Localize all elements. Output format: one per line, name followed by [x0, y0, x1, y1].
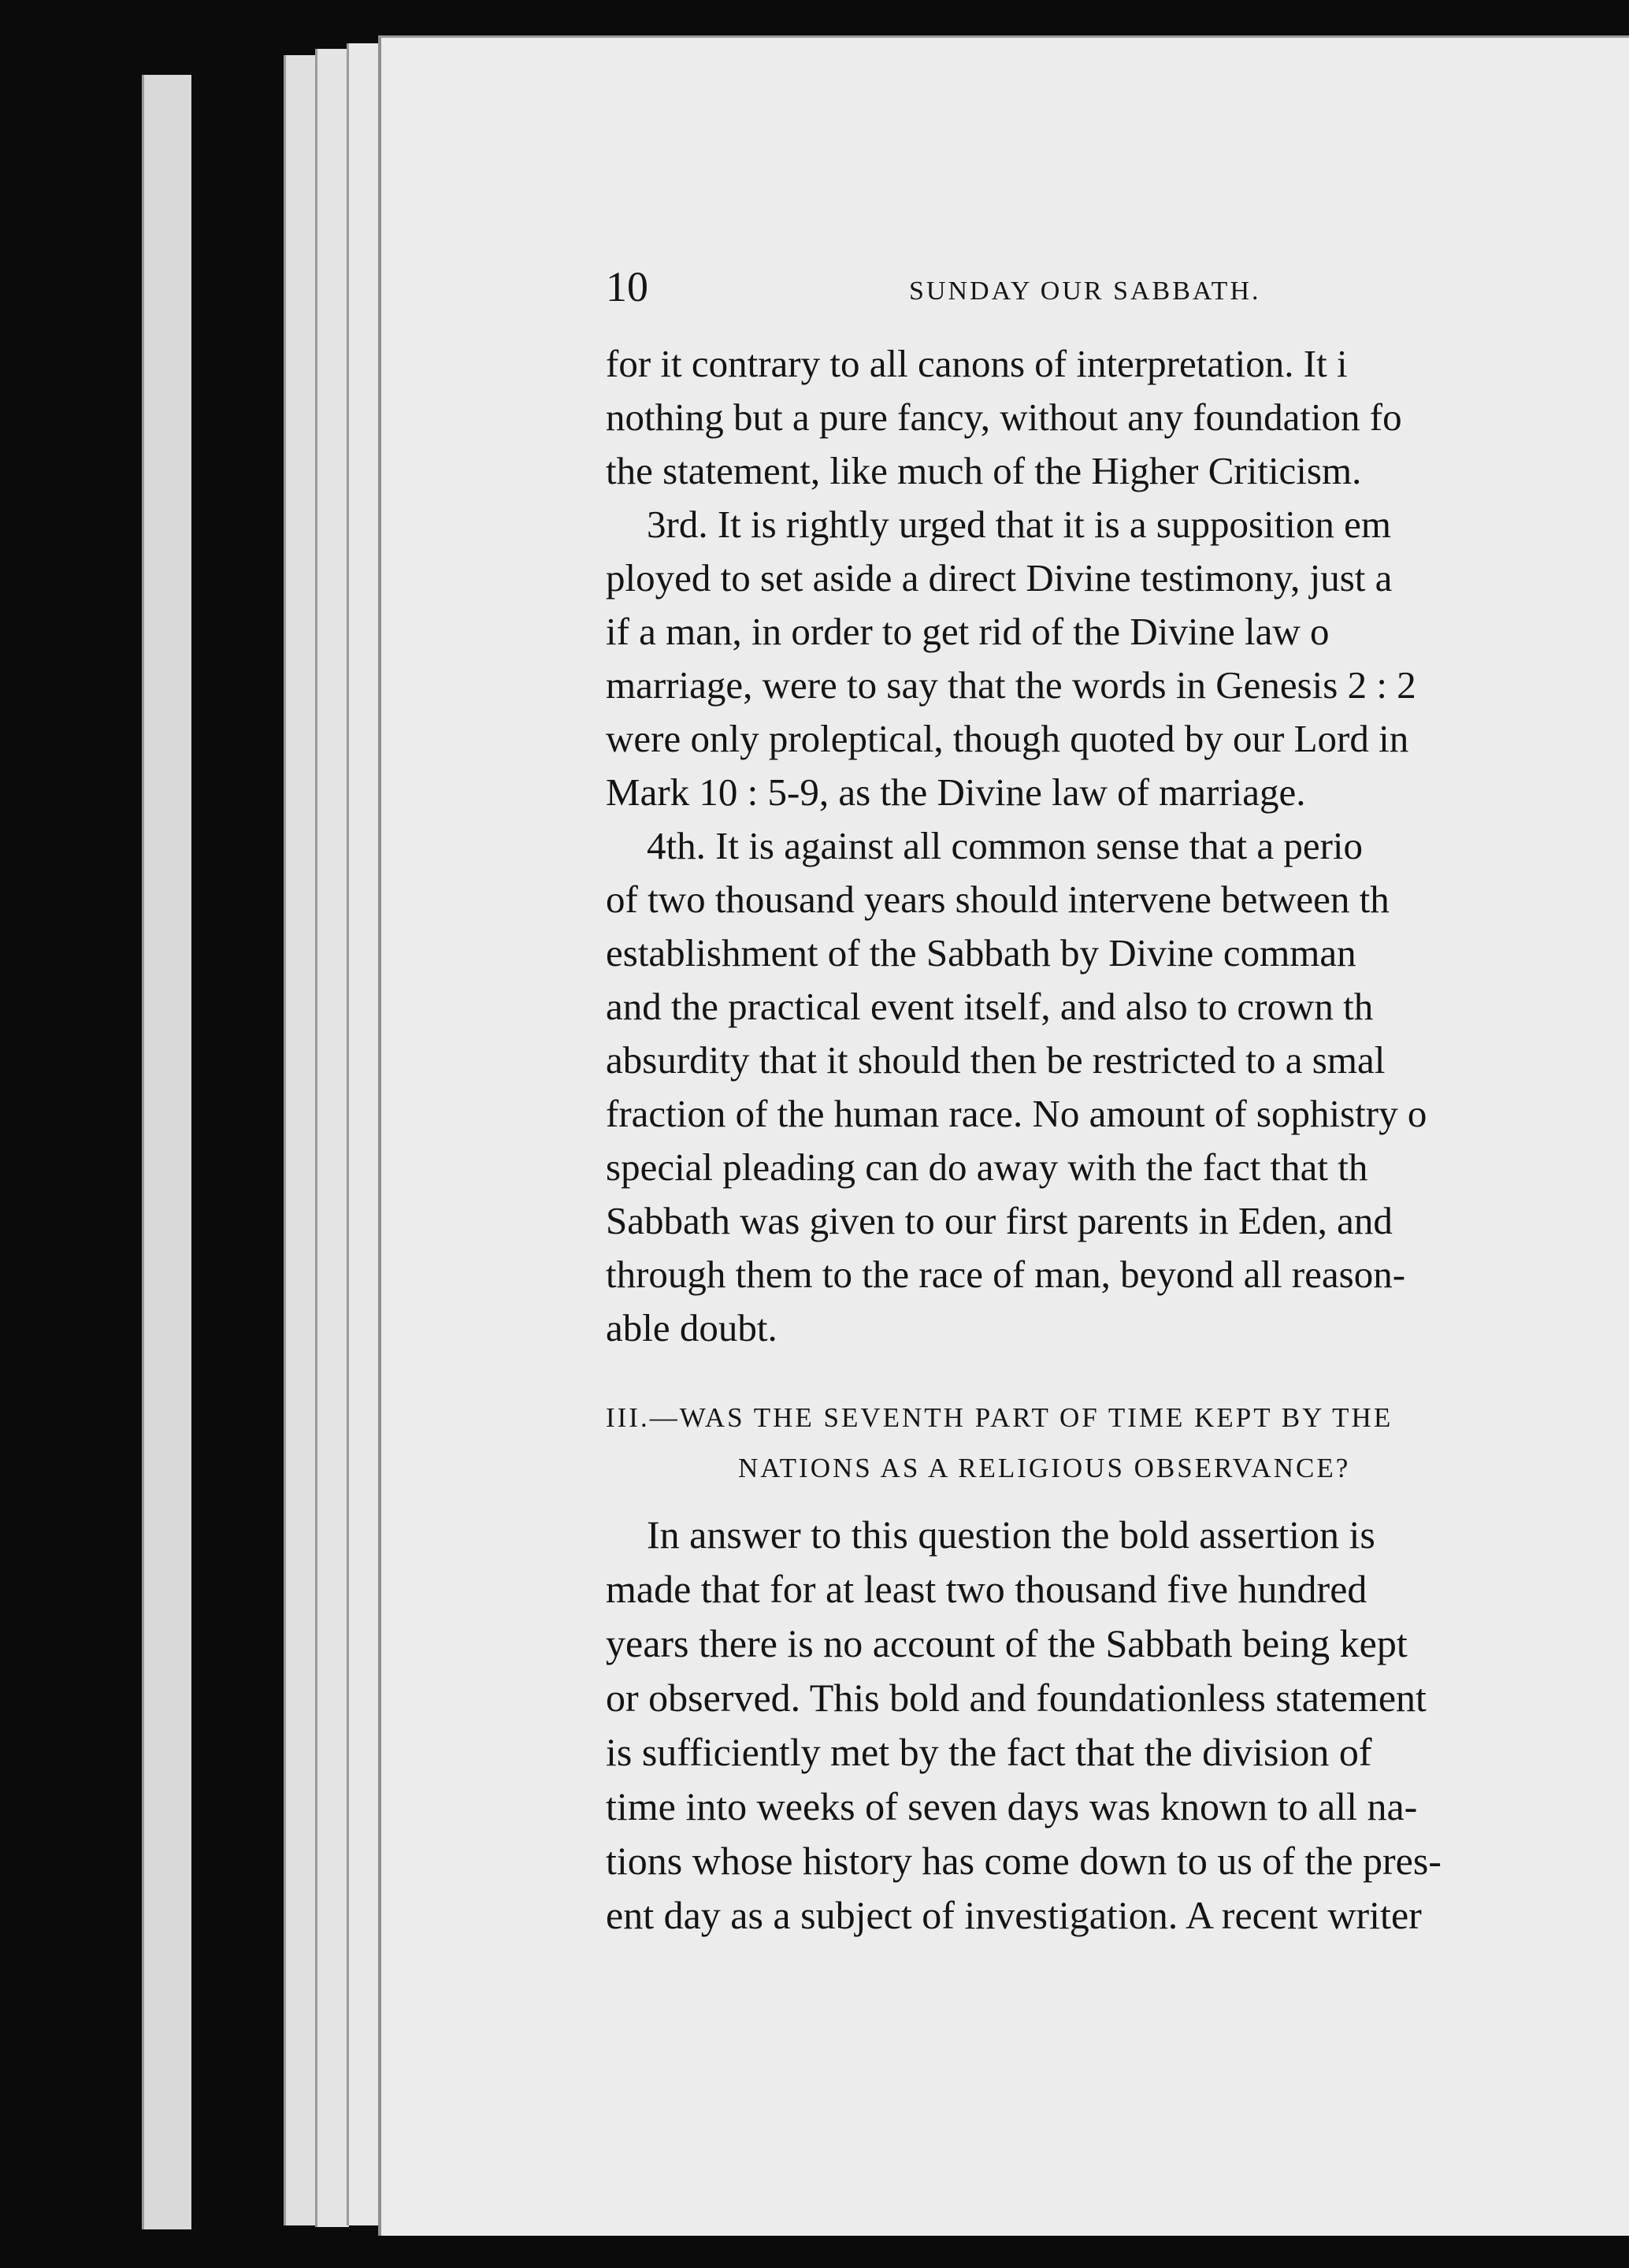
- text-line: ployed to set aside a direct Divine testimony, just a: [606, 556, 1393, 599]
- section-heading-line-2: NATIONS AS A RELIGIOUS OBSERVANCE?: [738, 1453, 1351, 1483]
- text-line: through them to the race of man, beyond all reason-: [606, 1253, 1406, 1296]
- book-page: [378, 35, 1629, 2236]
- page-edge-2: [315, 49, 349, 2227]
- text-line: of two thousand years should intervene between th: [606, 878, 1390, 921]
- text-line: the statement, like much of the Higher Criticism.: [606, 449, 1362, 492]
- paragraph-3: [606, 819, 1629, 1355]
- text-line: if a man, in order to get rid of the Divine law o: [606, 610, 1330, 653]
- page-edge-3: [347, 43, 380, 2225]
- text-line: years there is no account of the Sabbath being kept: [606, 1621, 1408, 1665]
- text-line: Mark 10 : 5-9, as the Divine law of marriage.: [606, 770, 1306, 814]
- text-line: is sufficiently met by the fact that the division of: [606, 1730, 1372, 1774]
- text-line: and the practical event itself, and also to crown th: [606, 985, 1374, 1028]
- text-line: fraction of the human race. No amount of sophistry o: [606, 1092, 1427, 1135]
- section-heading-line-1: III.—WAS THE SEVENTH PART OF TIME KEPT BY THE: [606, 1402, 1393, 1433]
- section-heading: [606, 1393, 1629, 1494]
- paragraph-1: [606, 337, 1629, 498]
- text-line: ent day as a subject of investigation. A recent writer: [606, 1893, 1422, 1937]
- text-line: nothing but a pure fancy, without any foundation fo: [606, 395, 1402, 439]
- paragraph-4: [606, 1508, 1629, 1943]
- text-line: time into weeks of seven days was known to all na-: [606, 1784, 1418, 1828]
- text-line: made that for at least two thousand five hundred: [606, 1567, 1367, 1611]
- text-line: In answer to this question the bold assertion is: [647, 1513, 1375, 1557]
- text-line: 3rd. It is rightly urged that it is a supposition em: [647, 503, 1391, 546]
- text-line: for it contrary to all canons of interpretation. It i: [606, 342, 1348, 385]
- text-line: marriage, were to say that the words in Genesis 2 : 2: [606, 663, 1416, 707]
- page-edge-1: [284, 55, 317, 2225]
- text-line: Sabbath was given to our first parents in Eden, and: [606, 1199, 1393, 1242]
- text-block: [606, 262, 1629, 1943]
- text-line: establishment of the Sabbath by Divine comman: [606, 931, 1356, 974]
- text-line: able doubt.: [606, 1306, 777, 1349]
- text-line: tions whose history has come down to us of the pres-: [606, 1839, 1442, 1883]
- text-line: special pleading can do away with the fact that th: [606, 1145, 1368, 1189]
- text-line: or observed. This bold and foundationless statement: [606, 1676, 1427, 1720]
- page-header: [606, 262, 1629, 337]
- page-number: 10: [606, 263, 648, 310]
- text-line: 4th. It is against all common sense that a perio: [647, 824, 1364, 867]
- running-head: SUNDAY OUR SABBATH.: [909, 277, 1261, 306]
- text-line: absurdity that it should then be restricted to a smal: [606, 1038, 1386, 1082]
- text-line: were only proleptical, though quoted by our Lord in: [606, 717, 1409, 760]
- paragraph-2: [606, 498, 1629, 819]
- page-edge-stack-outer: [142, 75, 191, 2229]
